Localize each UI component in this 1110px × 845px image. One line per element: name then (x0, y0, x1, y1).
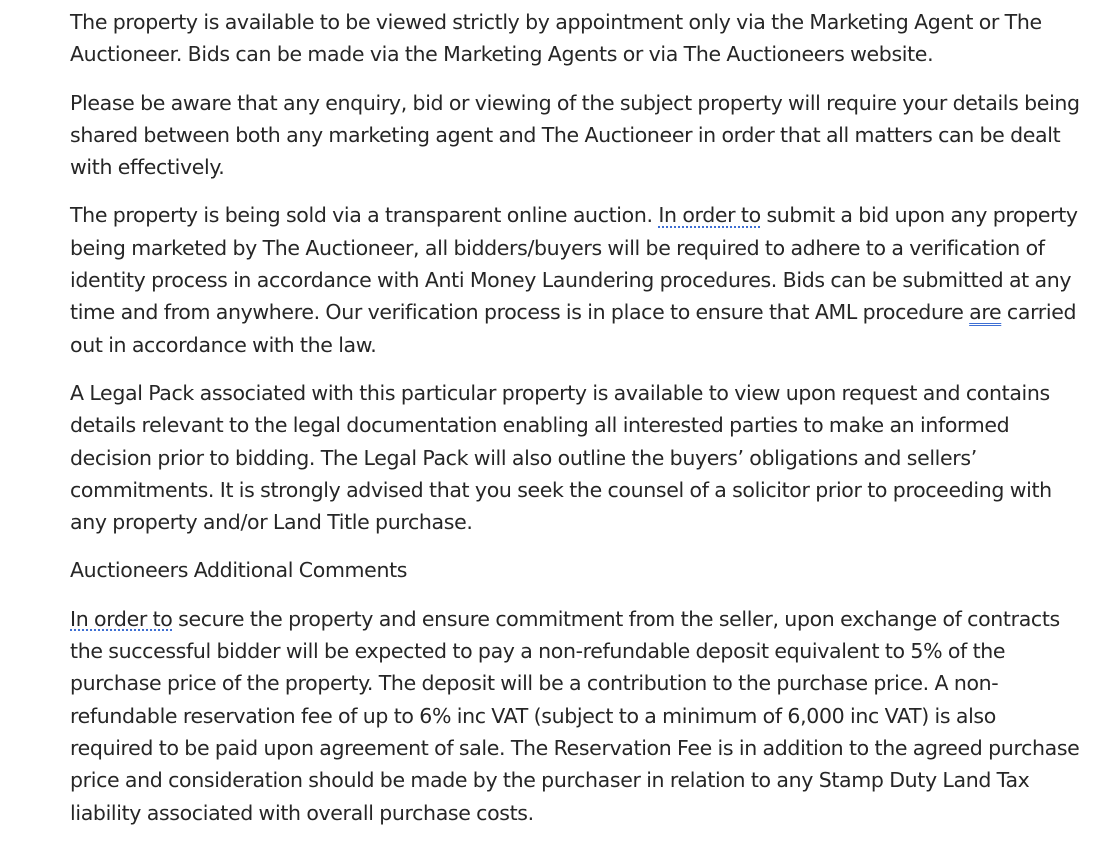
style-suggestion-underline[interactable]: In order to (70, 606, 173, 631)
paragraph-text-segment: The property is being sold via a transparent online auction. (70, 203, 659, 228)
paragraph-legal-pack: A Legal Pack associated with this particular property is available to view upon request and contains details relevant to the legal documentation enabling all interested parties to make an informed decision prior to bidding. The Legal Pack will also outline the buyers’ obligations and sellers’ commitments. It is strongly advised that you seek the counsel of a solicitor prior to proceeding with any property and/or Land Title purchase. (70, 380, 1052, 535)
paragraph-text-segment: secure the property and ensure commitment from the seller, upon exchange of contracts the successful bidder will be expected to pay a non-refundable deposit equivalent to 5% of the purchase price of the property. The deposit will be a contribution to the purchase price. A non-refundable reservation fee of up to 6% inc VAT (subject to a minimum of 6,000 inc VAT) is also required to be paid upon agreement of sale. The Reservation Fee is in addition to the agreed purchase price and consideration should be made by the purchaser in relation to any Stamp Duty Land Tax liability associated with overall purchase costs. (70, 606, 1080, 825)
document-body (70, 6, 1080, 845)
paragraph-data-sharing: Please be aware that any enquiry, bid or viewing of the subject property will require your details being shared between both any marketing agent and The Auctioneer in order that all matters can be dealt with effectively. (70, 90, 1080, 180)
style-suggestion-underline[interactable]: In order to (658, 203, 761, 228)
paragraph-viewing: The property is available to be viewed strictly by appointment only via the Marketing Agent or The Auctioneer. Bids can be made via the Marketing Agents or via The Auctioneers website. (70, 10, 1042, 67)
paragraph-deposit-fees (70, 603, 1080, 829)
paragraph-online-auction (70, 199, 1080, 360)
paragraph-text-segment: carried out in accordance with the law. (70, 300, 1077, 357)
grammar-suggestion-underline[interactable]: are (969, 300, 1002, 325)
paragraph-text-segment: submit a bid upon any property being marketed by The Auctioneer, all bidders/buyers will be required to adhere to a verification of identity process in accordance with Anti Money Laundering procedures. Bids can be submitted at any time and from anywhere. Our verification process is in place to ensure that AML procedure (70, 203, 1078, 325)
section-heading: Auctioneers Additional Comments (70, 558, 408, 583)
